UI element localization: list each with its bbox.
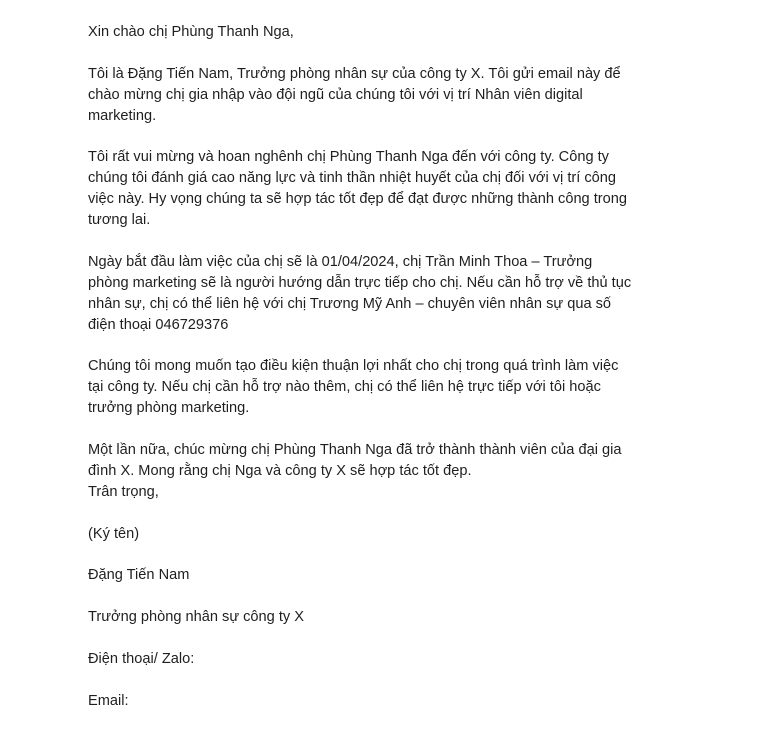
paragraph-support: Chúng tôi mong muốn tạo điều kiện thuận lợi nhất cho chị trong quá trình làm việc tại công ty. Nếu chị cần hỗ trợ nào thêm, chị có thể liên hệ trực tiếp với tôi hoặc trưởng phòng marketing. [88, 358, 619, 417]
paragraph-welcome: Tôi rất vui mừng và hoan nghênh chị Phùng Thanh Nga đến với công ty. Công ty chúng tôi đánh giá cao năng lực và tinh thần nhiệt huyết của chị đối với vị trí công việc này. Hy vọng chúng ta sẽ hợp tác tốt đẹp để đạt được những thành công trong tương lai. [88, 149, 627, 229]
closing: Trân trọng, [88, 483, 159, 500]
sender-name: Đặng Tiến Nam [88, 567, 190, 584]
sender-title: Trưởng phòng nhân sự công ty X [88, 609, 304, 626]
paragraph-introduction: Tôi là Đặng Tiến Nam, Trưởng phòng nhân sự của công ty X. Tôi gửi email này để chào mừng chị gia nhập vào đội ngũ của chúng tôi với vị trí Nhân viên digital marketing. [88, 65, 621, 124]
paragraph-congratulations: Một lần nữa, chúc mừng chị Phùng Thanh Nga đã trở thành thành viên của đại gia đình X. Mong rằng chị Nga và công ty X sẽ hợp tác tốt đẹp. [88, 442, 622, 479]
email-letter-body [88, 22, 688, 712]
email-label: Email: [88, 692, 129, 709]
signature-placeholder: (Ký tên) [88, 525, 140, 542]
phone-label: Điện thoại/ Zalo: [88, 651, 195, 668]
greeting: Xin chào chị Phùng Thanh Nga, [88, 24, 294, 40]
paragraph-start-date: Ngày bắt đầu làm việc của chị sẽ là 01/04/2024, chị Trần Minh Thoa – Trưởng phòng marketing sẽ là người hướng dẫn trực tiếp cho chị. Nếu cần hỗ trợ về thủ tục nhân sự, chị có thể liên hệ với chị Trương Mỹ Anh – chuyên viên nhân sự qua số điện thoại 046729376 [88, 253, 632, 333]
